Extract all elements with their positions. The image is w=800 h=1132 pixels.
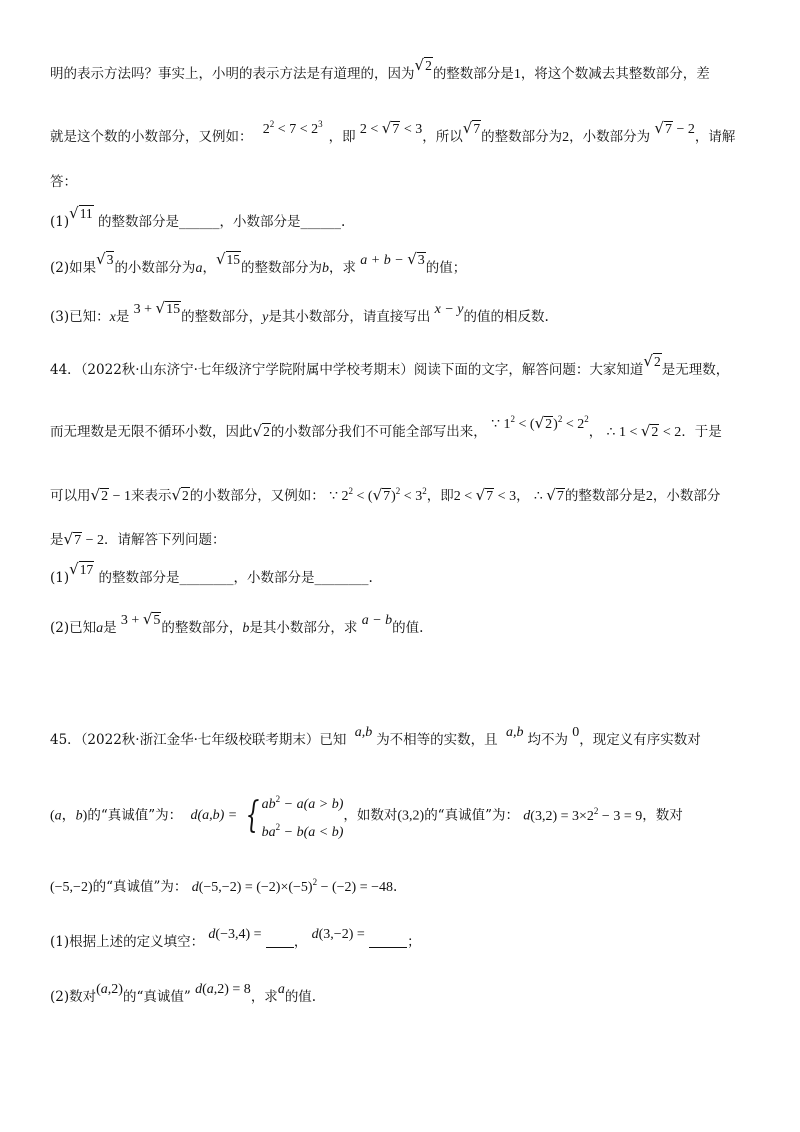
text-line: 是√7 − 2．请解答下列问题： <box>50 530 226 548</box>
sqrt-7: √7 <box>462 119 481 137</box>
q45-question-1: (1)根据上述的定义填空： d(−3,4) = ， d(3,−2) = ； <box>50 927 421 950</box>
question-2: (2)如果√3的小数部分为a，√15的整数部分为b，求 a + b − √3的值； <box>50 250 467 276</box>
text: 明的表示方法吗？事实上，小明的表示方法是有道理的，因为 <box>50 66 415 82</box>
text-line: 就是这个数的小数部分，又例如： $2^2 < 7 < 2^3$，即 2 < √7 < 3，所以√7的整数部分为2，小数部分为 √7 − 2，请解 <box>50 119 736 145</box>
text-line: (−5,−2)的“真诚值”为： $d(-5,-2) = (-2)\times(-5)^2 - (-2) = -48$. <box>50 877 398 895</box>
q45-header: 45．（2022秋·浙江金华·七年级校联考期末）已知 a,b 为不相等的实数，且 a,b 均不为 0，现定义有序实数对 <box>50 725 701 748</box>
text-line: 明的表示方法吗？事实上，小明的表示方法是有道理的，因为√2的整数部分是1，将这个数减去其整数部分，差 <box>50 56 710 82</box>
q45-source: （2022秋·浙江金华·七年级校联考期末） <box>80 732 320 748</box>
question-1: (1)√11 的整数部分是______，小数部分是______. <box>50 204 346 230</box>
sqrt-2: √2 <box>414 56 432 74</box>
q44-source: （2022秋·山东济宁·七年级济宁学院附属中学校考期末） <box>80 362 414 378</box>
text-line: 而无理数是无限不循环小数，因此√2的小数部分我们不可能全部写出来， ∵ $1^2 < (√2)^2 < 2^2$， ∴ 1 < √2 < 2．于是 <box>50 414 722 440</box>
question-3: (3)已知：x是 3 + √15的整数部分，y是其小数部分，请直接写出 x − y的值的相反数. <box>50 299 549 325</box>
text-line: 可以用√2 − 1来表示√2的小数部分，又例如： ∵ $2^2 < (√7)^2 < 3^2$，即2 < √7 < 3， ∴ √7的整数部分是2，小数部分 <box>50 486 721 504</box>
math-expr: √7 − 2 <box>654 119 695 137</box>
text-line: 答： <box>50 174 77 190</box>
math-inequality: $2^2 < 7 < 2^3$ <box>262 119 323 137</box>
q44-question-2: (2)已知a是 3 + √5的整数部分，b是其小数部分，求 a − b的值. <box>50 610 424 636</box>
text-line: (a，b)的“真诚值”为： d(a,b) = { $ab^2 - a(a > b)$ $ba^2 - b(a < b)$，如数对(3,2)的“真诚值”为： $d(3,2) = 3\times 2^2 - 3 = 9$，数对 <box>50 788 683 844</box>
q44-question-1: (1)√17 的整数部分是________，小数部分是________. <box>50 560 373 586</box>
piecewise-definition: d(a,b) = { $ab^2 - a(a > b)$ $ba^2 - b(a < b)$ <box>190 794 344 840</box>
q44-header: 44．（2022秋·山东济宁·七年级济宁学院附属中学校考期末）阅读下面的文字，解答问题：大家知道√2是无理数， <box>50 352 730 378</box>
math-inequality: 2 < √7 < 3 <box>359 119 423 137</box>
q45-question-2: (2)数对(a,2)的“真诚值” d(a,2) = 8，求a的值. <box>50 982 317 1005</box>
math-expr: a + b − √3 <box>360 250 425 268</box>
